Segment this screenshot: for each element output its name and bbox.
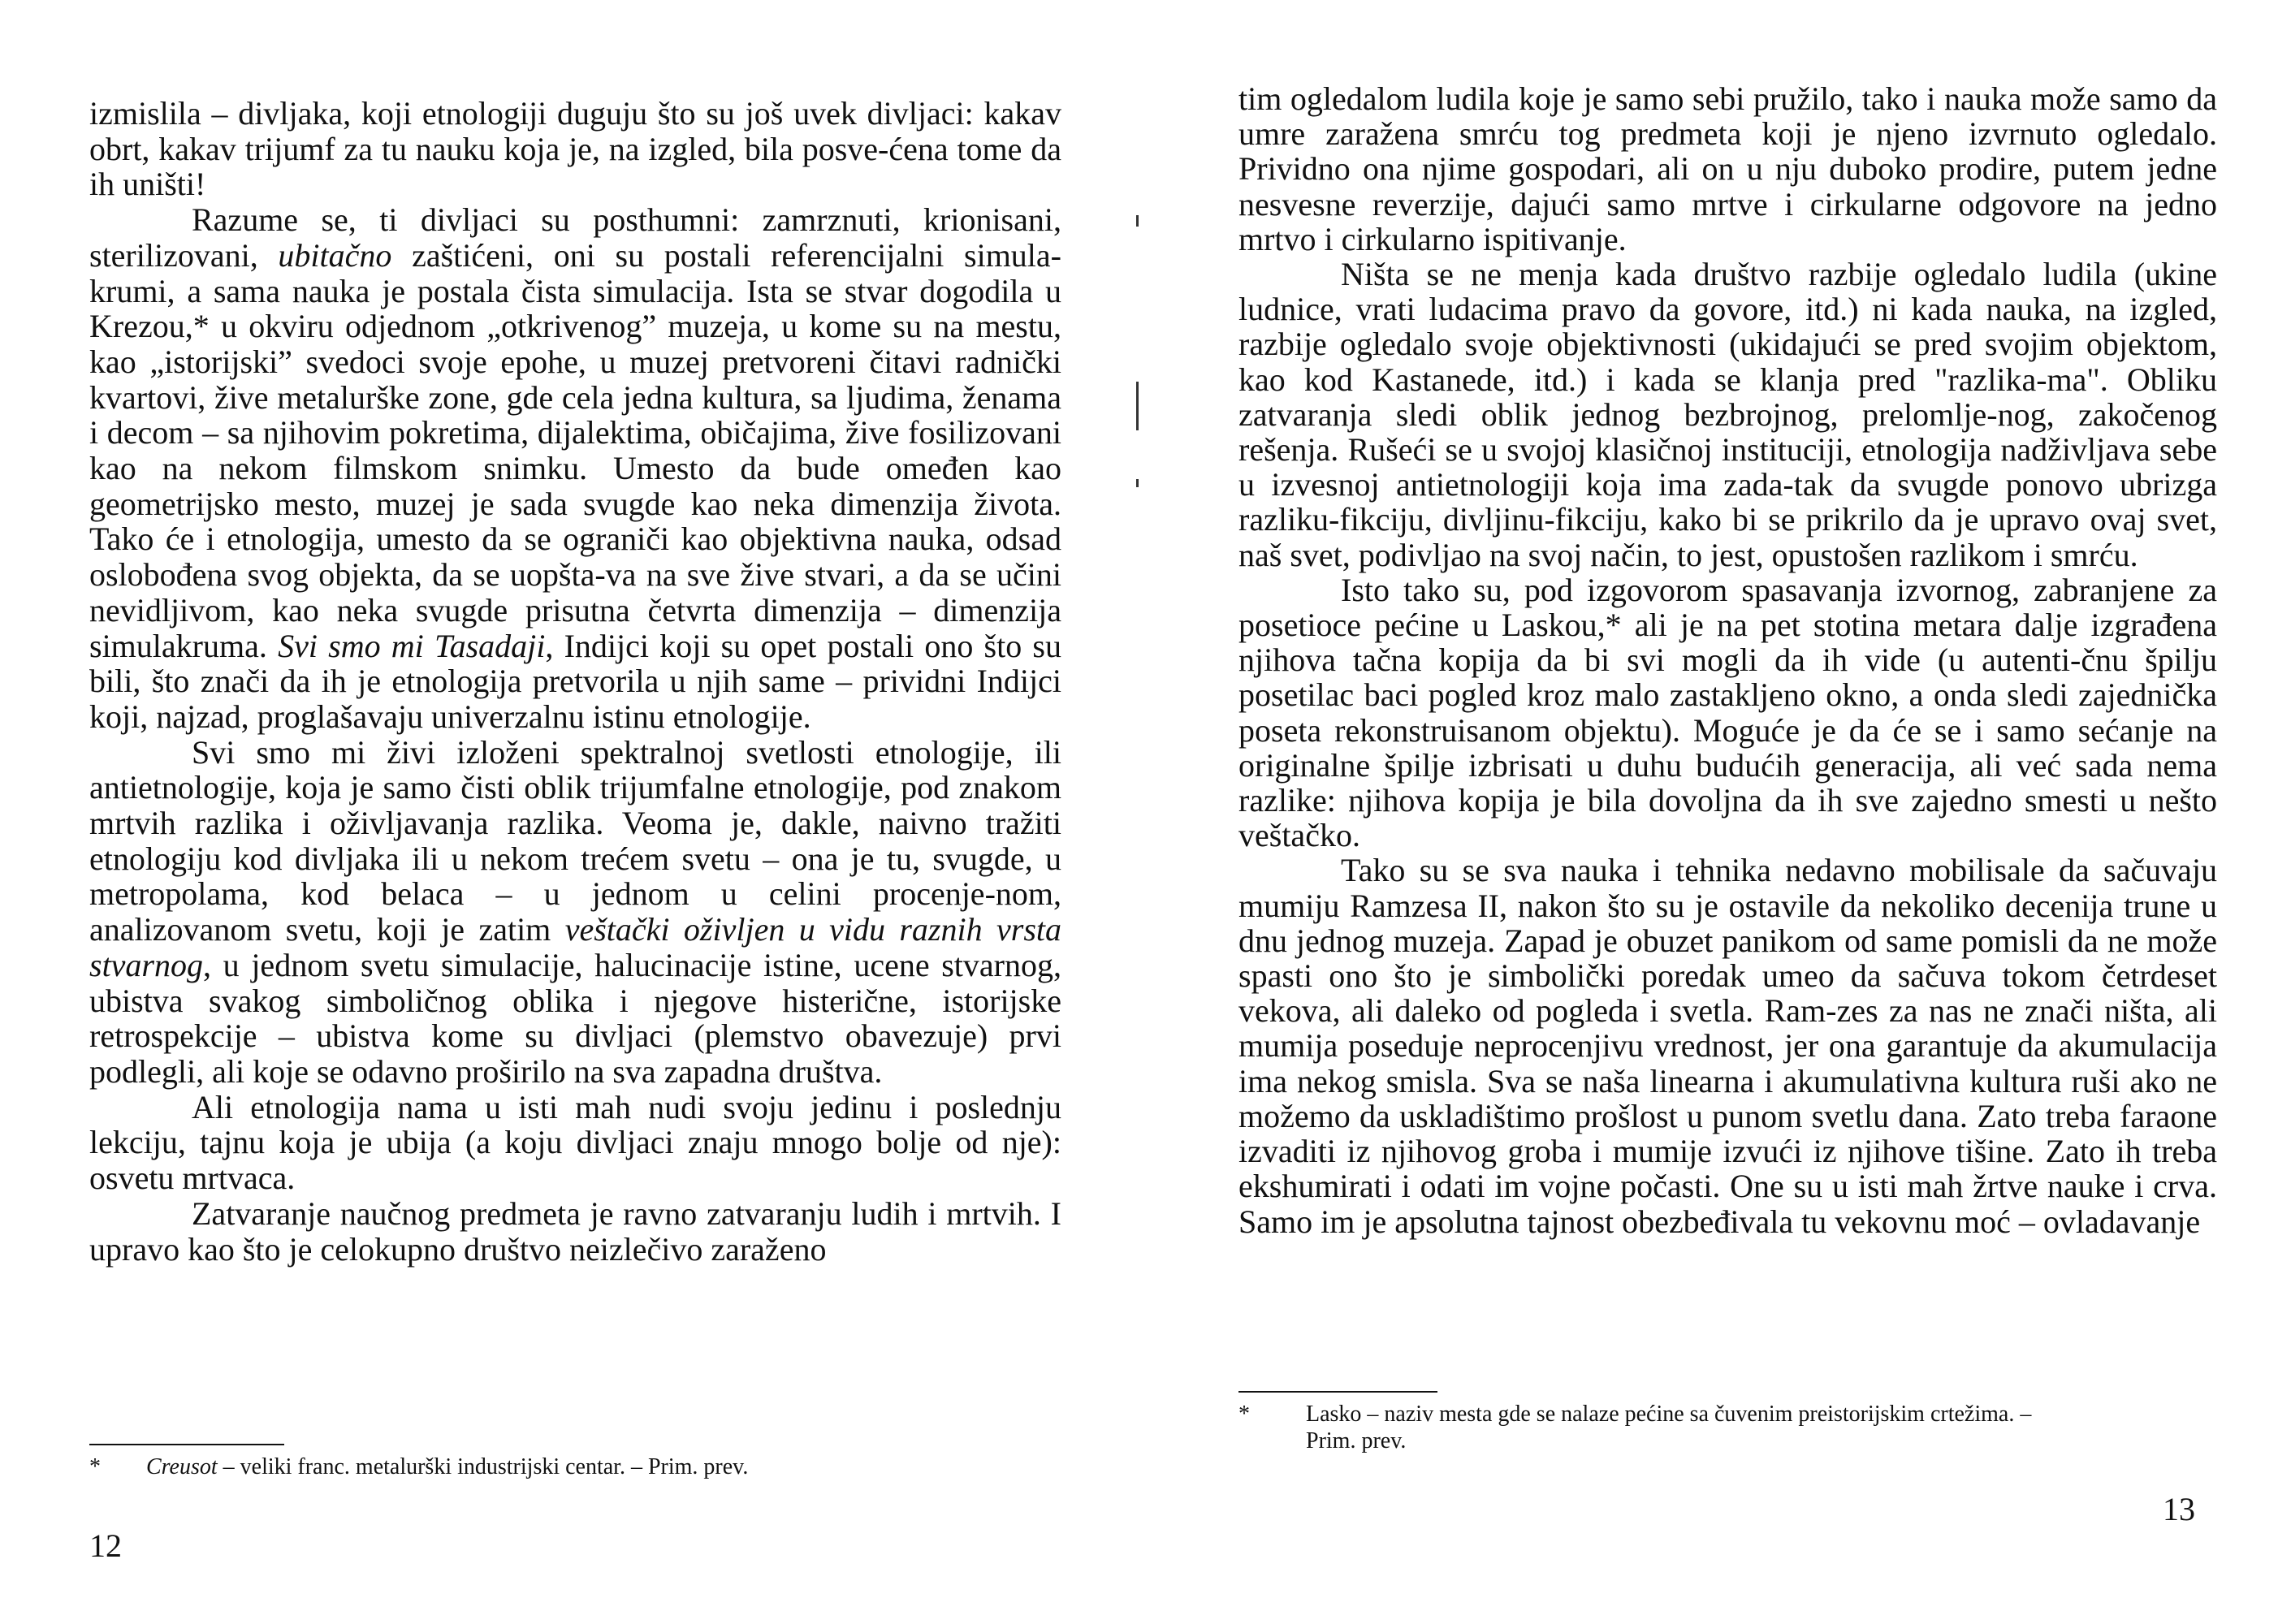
footnote-text: Prim. prev.	[1306, 1428, 1407, 1453]
footnote	[1238, 1401, 2213, 1454]
italic-text: Svi smo mi Tasadaji	[278, 627, 546, 664]
paragraph: Ništa se ne menja kada društvo razbije ogledalo ludila (ukine ludnice, vrati ludacima pravo da govore, itd.) ni kada nauka, na izgled, razbije ogledalo svoje objektivnosti (ukidajući se pred svojim objektom, kao kod Kastanede, itd.) i kada se klanja pred "razlika-ma". Obliku zatvaranja sledi oblik jednog bezbrojnog, prelomlje-nog, zakočenog rešenja. Rušeći se u svojoj klasičnoj instituciji, etnologija nadživljava sebe u izvesnoj antietnologiji koja ima zada-tak da svugde ponovo ubrizga razliku-fikciju, divljinu-fikciju, kako bi se prikrilo da je upravo ovaj svet, naš svet, podivljao na svoj način, to jest, opustošen razlikom i smrću.	[1238, 256, 2217, 573]
page-number: 13	[2163, 1491, 2195, 1527]
paragraph: Tako su se sva nauka i tehnika nedavno mobilisale da sačuvaju mumiju Ramzesa II, nakon što su je ostavile da nekoliko decenija trune u dnu jednog muzeja. Zapad je obuzet panikom od same pomisli da ne može spasti ono što je simbolički poredak umeo da sačuva tokom četrdeset vekova, ali daleko od pogleda i svetla. Ram-zes za nas ne znači ništa, ali mumija poseduje neprocenjivu vrednost, jer ona garantuje da akumulacija ima nekog smisla. Sva se naša linearna i akumulativna kultura ruši ako ne možemo da uskladištimo prošlost u punom svetlu dana. Zato treba faraone izvaditi iz njihovog groba i mumije izvući iz njihove tišine. Zato ih treba ekshumirati i odati im vojne počasti. One su u isti mah žrtve nauke i crva. Samo im je apsolutna tajnost obezbeđivala tu vekovnu moć – ovladavanje	[1238, 852, 2217, 1240]
left-page-body	[89, 96, 1061, 1267]
paragraph: Zatvaranje naučnog predmeta je ravno zatvaranju ludih i mrtvih. I upravo kao što je celokupno društvo neizlečivo zaraženo	[89, 1194, 1061, 1268]
footnote-mark: *	[1238, 1402, 1250, 1427]
footnote	[89, 1453, 1064, 1480]
paragraph: Isto tako su, pod izgovorom spasavanja izvornog, zabranjene za posetioce pećine u Laskou,* ali je na pet stotina metara dalje izgrađena njihova tačna kopija da bi svi mogli da ih vide (u autenti-čnu špilju posetilac baci pogled kroz malo zastakljeno okno, a onda sledi zajednička poseta rekonstruisanom objektu). Moguće je da će se i samo sećanje na originalne špilje izbrisati u duhu budućih generacija, ali već sada nema razlike: njihova kopija je bila dovoljna da ih sve zajedno smesti u nešto veštačko.	[1238, 571, 2217, 854]
right-page-body	[1238, 81, 2217, 1239]
paragraph: Svi smo mi živi izloženi spektralnoj svetlosti etnologije, ili antietnologije, koja je samo čisti oblik trijumfalne etnologije, pod znakom mrtvih razlika i oživljavanja razlika. Veoma je, dakle, naivno tražiti etnologiju kod divljaka ili u nekom trećem svetu – ona je tu, svugde, u metropolama, kod belaca – u jednom u celini procenje-nom, analizovanom svetu, koji je zatim veštački oživljen u vidu raznih vrsta stvarnog, u jednom svetu simulacije, halucinacije istine, ucene stvarnog, ubistva svakog simboličnog oblika i njegove histerične, istorijske retrospekcije – ubistva kome su divljaci (plemstvo obavezuje) prvi podlegli, ali koje se odavno proširilo na sva zapadna društva.	[89, 733, 1061, 1090]
footnote-rule	[89, 1444, 284, 1445]
italic-text: veštački oživljen u vidu raznih vrsta stvarnog	[89, 911, 1061, 983]
footnote-rule	[1238, 1391, 1437, 1393]
footnote-text: Lasko – naziv mesta gde se nalaze pećine sa čuvenim preistorijskim crtežima. –	[1306, 1402, 2032, 1427]
right-page	[1137, 0, 2291, 1624]
page-number: 12	[89, 1527, 122, 1564]
italic-text: ubitačno	[278, 236, 392, 274]
paragraph: izmislila – divljaka, koji etnologiji duguju što su još uvek divljaci: kakav obrt, kakav trijumf za tu nauku koja je, na izgled, bila posve-ćena tome da ih uništi!	[89, 95, 1061, 203]
left-page	[0, 0, 1137, 1624]
paragraph: tim ogledalom ludila koje je samo sebi pružilo, tako i nauka može samo da umre zaražena smrću tog predmeta koji je njeno izvrnuto ogledalo. Prividno ona njime gospodari, ali on u nju duboko prodire, putem jedne nesvesne reverzije, dajući samo mrtve i cirkularne odgovore na jedno mrtvo i cirkularno ispitivanje.	[1238, 80, 2217, 257]
footnote-term: Creusot	[146, 1454, 218, 1479]
paragraph: Ali etnologija nama u isti mah nudi svoju jedinu i poslednju lekciju, tajnu koja je ubija (a koju divljaci znaju mnogo bolje od nje): osvetu mrtvaca.	[89, 1088, 1061, 1197]
footnote-mark: *	[89, 1454, 101, 1479]
footnote-text: – veliki franc. metalurški industrijski centar. – Prim. prev.	[217, 1454, 749, 1479]
paragraph: Razume se, ti divljaci su posthumni: zamrznuti, krionisani, sterilizovani, ubitačno zaštićeni, oni su postali referencijalni simula-krumi, a sama nauka je postala čista simulacija. Ista se stvar dogodila u Krezou,* u okviru odjednom „otkrivenog” muzeja, u kome su na mestu, kao „istorijski” svedoci svoje epohe, u muzej pretvoreni čitavi radnički kvartovi, žive metalurške zone, gde cela jedna kultura, sa ljudima, ženama i decom – sa njihovim pokretima, dijalektima, običajima, žive fosilizovani kao na nekom filmskom snimku. Umesto da bude omeđen kao geometrijsko mesto, muzej je sada svugde kao neka dimenzija života. Tako će i etnologija, umesto da se ograniči kao objektivna nauka, odsad oslobođena svog objekta, da se uopšta-va na sve žive stvari, a da se učini nevidljivom, kao neka svugde prisutna četvrta dimenzija – dimenzija simulakruma. Svi smo mi Tasadaji, Indijci koji su opet postali ono što su bili, što znači da ih je etnologija pretvorila u njih same – prividni Indijci koji, najzad, proglašavaju univerzalnu istinu etnologije.	[89, 201, 1062, 735]
